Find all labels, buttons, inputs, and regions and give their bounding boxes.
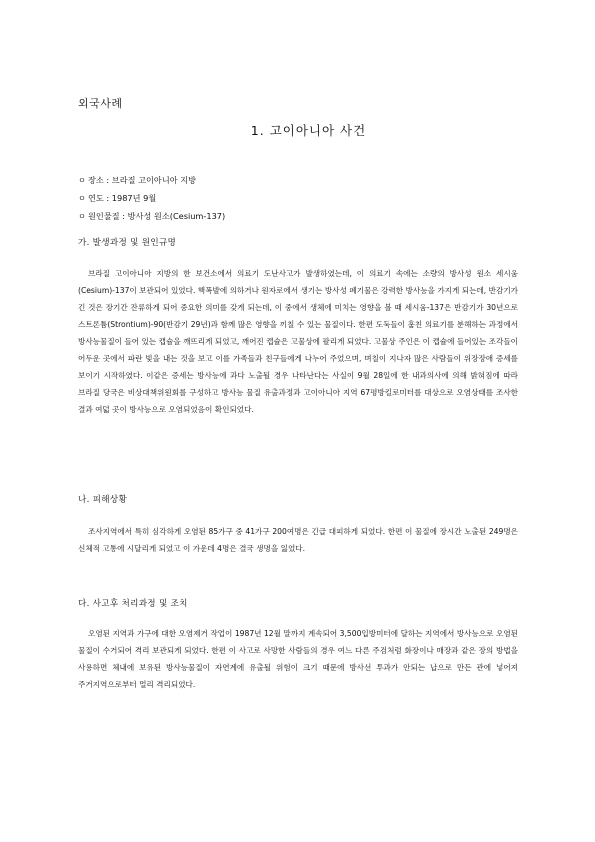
fact-text: 원인물질 : 방사성 원소(Cesium-137)	[88, 211, 226, 221]
section-body-response: 오염된 지역과 가구에 대한 오염제거 작업이 1987년 12월 말까지 계속되어 3,500입방미터에 달하는 지역에서 방사능으로 오염된 물질이 수거되어 격리 보관되게 되었다. 한편 이 사고로 사망한 사람들의 경우 여느 다른 주검처럼 화장이나 매장과 같은 장의 방법을 사용하면 체내에 보유된 방사능물질이 자연계에 유출될 위험이 크기 때문에 방사선 투과가 안되는 납으로 만든 관에 넣어져 주거지역으로부터 멀리 격리되었다.	[78, 629, 518, 689]
section-heading-damage: 나. 피해상황	[78, 495, 128, 505]
fact-location	[78, 171, 225, 189]
page-title: 1. 고이아니아 사건	[250, 123, 367, 138]
fact-year	[78, 189, 225, 207]
section-body-damage: 조사지역에서 특히 심각하게 오염된 85가구 중 41가구 200여명은 긴급 대피하게 되었다. 한편 이 물질에 장시간 노출된 249명은 신체적 고통에 시달리게 되었고 이 가운데 4명은 결국 생명을 잃었다.	[78, 527, 518, 553]
section-tag: 외국사례	[78, 97, 123, 110]
fact-list	[78, 171, 225, 225]
section-heading-cause: 가. 발생과정 및 원인규명	[78, 238, 177, 248]
section-body-cause: 브라질 고이아니아 지방의 한 보건소에서 의료기 도난사고가 발생하였는데, 이 의료기 속에는 소량의 방사성 원소 세시움(Cesium)-137이 보관되어 있었다. 핵폭발에 의하거나 원자로에서 생기는 방사성 폐기물은 강력한 방사능을 가지게 되는데, 반감기가 긴 것은 장기간 잔류하게 되어 중요한 의미를 갖게 되는데, 이 중에서 생체에 미치는 영향을 볼 때 세시움-137은 반감기가 30년으로 스트론튬(Strontium)-90(반감기 29년)과 함께 많은 영향을 끼칠 수 있는 물질이다. 한편 도둑들이 훔친 의료기를 분해하는 과정에서 방사능물질이 들어 있는 캡슐을 깨뜨리게 되었고, 깨어진 캡슐은 고물상에 팔리게 되었다. 고물상 주인은 이 캡슐에 들어있는 조각들이 어두운 곳에서 파란 빛을 내는 것을 보고 이를 가족들과 친구들에게 나누어 주었으며, 며칠이 지나자 많은 사람들이 위장장애 증세를 보이기 시작하였다. 이같은 증세는 방사능에 과다 노출될 경우 나타난다는 사실이 9월 28일에 한 내과의사에 의해 밝혀짐에 따라 브라질 당국은 비상대책위원회를 구성하고 방사능 물질 유출과정과 고이아니아 지역 67평방킬로미터를 대상으로 오염상태를 조사한 결과 여덟 곳이 방사능으로 오염되었음이 확인되었다.	[78, 269, 518, 414]
circle-bullet-icon: ㅇ	[78, 175, 86, 185]
fact-text: 장소 : 브라질 고이아니아 지방	[88, 175, 197, 185]
circle-bullet-icon: ㅇ	[78, 193, 86, 203]
section-heading-response: 다. 사고후 처리과정 및 조치	[78, 599, 188, 609]
circle-bullet-icon: ㅇ	[78, 211, 86, 221]
fact-text: 연도 : 1987년 9월	[88, 193, 157, 203]
fact-cause	[78, 207, 225, 225]
